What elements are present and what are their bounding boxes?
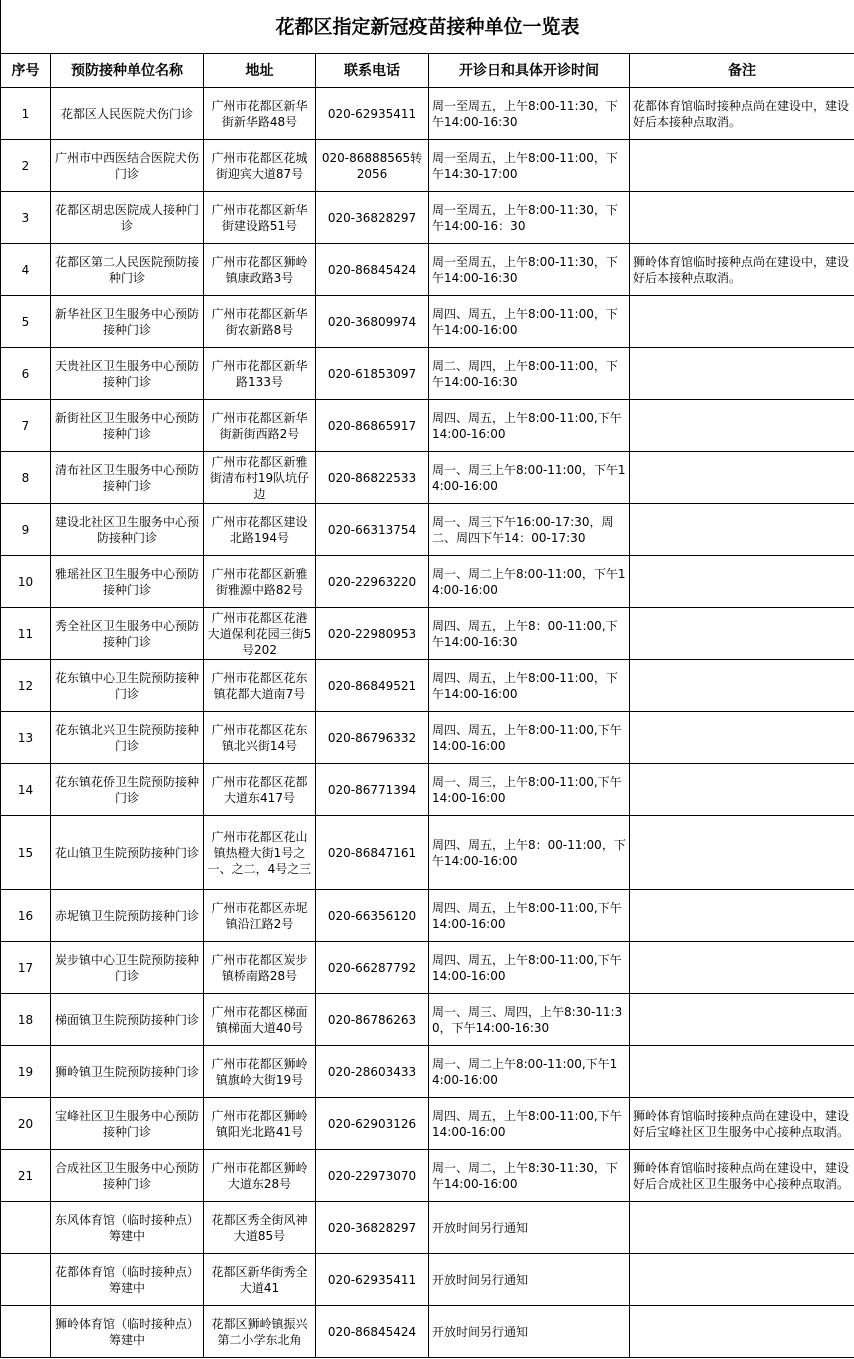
cell-phone: 020-22963220 <box>316 556 429 608</box>
cell-index: 15 <box>1 816 51 890</box>
cell-address: 广州市花都区梯面镇梯面大道40号 <box>204 994 316 1046</box>
table-row <box>1 192 854 244</box>
cell-unit-name: 梯面镇卫生院预防接种门诊 <box>51 994 204 1046</box>
cell-phone: 020-66313754 <box>316 504 429 556</box>
cell-hours: 开放时间另行通知 <box>429 1254 630 1306</box>
cell-hours: 周四、周五，上午8：00-11:00,下午14:00-16:30 <box>429 608 630 660</box>
table-row <box>1 942 854 994</box>
table-row <box>1 244 854 296</box>
cell-address: 花都区狮岭镇振兴第二小学东北角 <box>204 1306 316 1358</box>
cell-index: 5 <box>1 296 51 348</box>
cell-remarks <box>630 296 854 348</box>
cell-index: 16 <box>1 890 51 942</box>
cell-remarks <box>630 504 854 556</box>
cell-unit-name: 花都区人民医院犬伤门诊 <box>51 88 204 140</box>
cell-phone: 020-61853097 <box>316 348 429 400</box>
cell-index <box>1 1202 51 1254</box>
cell-hours: 周四、周五，上午8:00-11:00，下午14:00-16:00 <box>429 296 630 348</box>
table-title: 花都区指定新冠疫苗接种单位一览表 <box>1 0 854 54</box>
cell-hours: 周二、周四，上午8:00-11:00，下午14:00-16:30 <box>429 348 630 400</box>
cell-unit-name: 东风体育馆（临时接种点）筹建中 <box>51 1202 204 1254</box>
cell-index: 17 <box>1 942 51 994</box>
cell-unit-name: 雅瑶社区卫生服务中心预防接种门诊 <box>51 556 204 608</box>
table-row <box>1 1150 854 1202</box>
cell-hours: 周一、周二上午8:00-11:00,下午14:00-16:00 <box>429 1046 630 1098</box>
cell-hours: 周一至周五，上午8:00-11:30，下午14:00-16:30 <box>429 244 630 296</box>
cell-phone: 020-36809974 <box>316 296 429 348</box>
cell-phone: 020-86822533 <box>316 452 429 504</box>
cell-phone: 020-66356120 <box>316 890 429 942</box>
table-row <box>1 400 854 452</box>
cell-phone: 020-62935411 <box>316 1254 429 1306</box>
cell-address: 广州市花都区新雅街雅源中路82号 <box>204 556 316 608</box>
cell-index: 9 <box>1 504 51 556</box>
cell-remarks <box>630 608 854 660</box>
cell-index: 14 <box>1 764 51 816</box>
cell-hours: 周四、周五，上午8:00-11:00,下午14:00-16:00 <box>429 400 630 452</box>
cell-phone: 020-66287792 <box>316 942 429 994</box>
cell-remarks <box>630 192 854 244</box>
cell-hours: 周四、周五，上午8：00-11:00，下午14:00-16:00 <box>429 816 630 890</box>
table-row <box>1 1254 854 1306</box>
cell-remarks <box>630 1202 854 1254</box>
table-row <box>1 608 854 660</box>
cell-phone: 020-86845424 <box>316 1306 429 1358</box>
header-unit-name: 预防接种单位名称 <box>51 54 204 88</box>
cell-hours: 开放时间另行通知 <box>429 1202 630 1254</box>
cell-unit-name: 宝峰社区卫生服务中心预防接种门诊 <box>51 1098 204 1150</box>
cell-phone: 020-86849521 <box>316 660 429 712</box>
cell-unit-name: 花都体育馆（临时接种点）筹建中 <box>51 1254 204 1306</box>
cell-hours: 周四、周五，上午8:00-11:00，下午14:00-16:00 <box>429 660 630 712</box>
table-row <box>1 452 854 504</box>
cell-index: 1 <box>1 88 51 140</box>
cell-address: 广州市花都区狮岭镇旗岭大街19号 <box>204 1046 316 1098</box>
table-row <box>1 88 854 140</box>
header-hours: 开诊日和具体开诊时间 <box>429 54 630 88</box>
cell-address: 广州市花都区新华街新华路48号 <box>204 88 316 140</box>
cell-index: 21 <box>1 1150 51 1202</box>
header-phone: 联系电话 <box>316 54 429 88</box>
header-remarks: 备注 <box>630 54 854 88</box>
cell-unit-name: 炭步镇中心卫生院预防接种门诊 <box>51 942 204 994</box>
cell-hours: 周一至周五，上午8:00-11:30，下午14:00-16:30 <box>429 88 630 140</box>
cell-remarks <box>630 942 854 994</box>
cell-address: 广州市花都区花港大道保利花园三街5号202 <box>204 608 316 660</box>
cell-remarks: 狮岭体育馆临时接种点尚在建设中，建设好后合成社区卫生服务中心接种点取消。 <box>630 1150 854 1202</box>
cell-index: 8 <box>1 452 51 504</box>
cell-address: 广州市花都区新雅街清布村19队坑仔边 <box>204 452 316 504</box>
table-row <box>1 556 854 608</box>
cell-phone: 020-86796332 <box>316 712 429 764</box>
cell-hours: 周一、周三下午16:00-17:30，周二、周四下午14：00-17:30 <box>429 504 630 556</box>
cell-phone: 020-62935411 <box>316 88 429 140</box>
cell-unit-name: 新华社区卫生服务中心预防接种门诊 <box>51 296 204 348</box>
cell-unit-name: 狮岭体育馆（临时接种点）筹建中 <box>51 1306 204 1358</box>
cell-hours: 周四、周五，上午8:00-11:00,下午14:00-16:00 <box>429 942 630 994</box>
cell-phone: 020-86865917 <box>316 400 429 452</box>
cell-address: 广州市花都区花都大道东417号 <box>204 764 316 816</box>
cell-index: 3 <box>1 192 51 244</box>
cell-address: 广州市花都区花城街迎宾大道87号 <box>204 140 316 192</box>
header-address: 地址 <box>204 54 316 88</box>
cell-index: 6 <box>1 348 51 400</box>
cell-address: 广州市花都区狮岭镇阳光北路41号 <box>204 1098 316 1150</box>
cell-remarks <box>630 712 854 764</box>
cell-unit-name: 广州市中西医结合医院犬伤门诊 <box>51 140 204 192</box>
cell-index: 12 <box>1 660 51 712</box>
cell-hours: 周四、周五，上午8:00-11:00,下午14:00-16:00 <box>429 890 630 942</box>
table-row <box>1 764 854 816</box>
table-row <box>1 1306 854 1358</box>
cell-hours: 周四、周五，上午8:00-11:00,下午14:00-16:00 <box>429 712 630 764</box>
cell-address: 广州市花都区狮岭大道东28号 <box>204 1150 316 1202</box>
table-row <box>1 140 854 192</box>
cell-address: 广州市花都区建设北路194号 <box>204 504 316 556</box>
cell-hours: 周一、周三，上午8:00-11:00,下午14:00-16:00 <box>429 764 630 816</box>
cell-unit-name: 花山镇卫生院预防接种门诊 <box>51 816 204 890</box>
table-row <box>1 504 854 556</box>
table-row <box>1 1098 854 1150</box>
cell-phone: 020-28603433 <box>316 1046 429 1098</box>
cell-address: 广州市花都区新华路133号 <box>204 348 316 400</box>
cell-index: 4 <box>1 244 51 296</box>
cell-phone: 020-22980953 <box>316 608 429 660</box>
cell-index: 2 <box>1 140 51 192</box>
table-row <box>1 816 854 890</box>
cell-hours: 开放时间另行通知 <box>429 1306 630 1358</box>
cell-remarks <box>630 890 854 942</box>
table-row <box>1 712 854 764</box>
cell-remarks <box>630 660 854 712</box>
cell-phone: 020-86771394 <box>316 764 429 816</box>
header-row <box>1 54 854 88</box>
cell-index: 13 <box>1 712 51 764</box>
cell-address: 广州市花都区花东镇花都大道南7号 <box>204 660 316 712</box>
cell-unit-name: 清布社区卫生服务中心预防接种门诊 <box>51 452 204 504</box>
cell-hours: 周一、周三上午8:00-11:00，下午14:00-16:00 <box>429 452 630 504</box>
cell-address: 花都区秀全街风神大道85号 <box>204 1202 316 1254</box>
cell-remarks <box>630 1306 854 1358</box>
cell-index: 11 <box>1 608 51 660</box>
cell-phone: 020-86845424 <box>316 244 429 296</box>
cell-remarks: 狮岭体育馆临时接种点尚在建设中，建设好后宝峰社区卫生服务中心接种点取消。 <box>630 1098 854 1150</box>
cell-unit-name: 狮岭镇卫生院预防接种门诊 <box>51 1046 204 1098</box>
cell-remarks <box>630 1046 854 1098</box>
table-row <box>1 1046 854 1098</box>
cell-remarks <box>630 348 854 400</box>
cell-unit-name: 建设北社区卫生服务中心预防接种门诊 <box>51 504 204 556</box>
cell-phone: 020-22973070 <box>316 1150 429 1202</box>
cell-index <box>1 1306 51 1358</box>
cell-address: 广州市花都区花山镇热橙大街1号之一、之二，4号之三 <box>204 816 316 890</box>
cell-remarks <box>630 452 854 504</box>
cell-address: 广州市花都区新华街新街西路2号 <box>204 400 316 452</box>
cell-remarks: 花都体育馆临时接种点尚在建设中，建设好后本接种点取消。 <box>630 88 854 140</box>
cell-remarks <box>630 816 854 890</box>
cell-hours: 周一、周二，上午8:30-11:30，下午14:00-16:00 <box>429 1150 630 1202</box>
cell-unit-name: 合成社区卫生服务中心预防接种门诊 <box>51 1150 204 1202</box>
cell-index: 20 <box>1 1098 51 1150</box>
cell-index: 7 <box>1 400 51 452</box>
cell-hours: 周四、周五，上午8:00-11:00,下午14:00-16:00 <box>429 1098 630 1150</box>
cell-phone: 020-86888565转2056 <box>316 140 429 192</box>
cell-index <box>1 1254 51 1306</box>
cell-unit-name: 赤坭镇卫生院预防接种门诊 <box>51 890 204 942</box>
cell-phone: 020-86786263 <box>316 994 429 1046</box>
table-row <box>1 660 854 712</box>
cell-unit-name: 花东镇花侨卫生院预防接种门诊 <box>51 764 204 816</box>
table-row <box>1 296 854 348</box>
cell-phone: 020-36828297 <box>316 192 429 244</box>
cell-unit-name: 秀全社区卫生服务中心预防接种门诊 <box>51 608 204 660</box>
table-row <box>1 890 854 942</box>
table-row <box>1 348 854 400</box>
cell-address: 广州市花都区炭步镇桥南路28号 <box>204 942 316 994</box>
cell-unit-name: 天贵社区卫生服务中心预防接种门诊 <box>51 348 204 400</box>
cell-address: 广州市花都区花东镇北兴街14号 <box>204 712 316 764</box>
cell-remarks: 狮岭体育馆临时接种点尚在建设中，建设好后本接种点取消。 <box>630 244 854 296</box>
cell-phone: 020-86847161 <box>316 816 429 890</box>
cell-address: 广州市花都区狮岭镇康政路3号 <box>204 244 316 296</box>
cell-remarks <box>630 764 854 816</box>
cell-address: 广州市花都区新华街农新路8号 <box>204 296 316 348</box>
cell-index: 19 <box>1 1046 51 1098</box>
header-index: 序号 <box>1 54 51 88</box>
cell-remarks <box>630 556 854 608</box>
cell-hours: 周一、周二上午8:00-11:00，下午14:00-16:00 <box>429 556 630 608</box>
cell-unit-name: 花都区胡忠医院成人接种门诊 <box>51 192 204 244</box>
cell-unit-name: 花东镇北兴卫生院预防接种门诊 <box>51 712 204 764</box>
cell-index: 10 <box>1 556 51 608</box>
table-row <box>1 994 854 1046</box>
cell-address: 广州市花都区赤坭镇沿江路2号 <box>204 890 316 942</box>
cell-remarks <box>630 400 854 452</box>
cell-remarks <box>630 1254 854 1306</box>
cell-remarks <box>630 994 854 1046</box>
cell-unit-name: 新街社区卫生服务中心预防接种门诊 <box>51 400 204 452</box>
cell-hours: 周一至周五，上午8:00-11:30，下午14:00-16：30 <box>429 192 630 244</box>
cell-unit-name: 花都区第二人民医院预防接种门诊 <box>51 244 204 296</box>
cell-remarks <box>630 140 854 192</box>
cell-index: 18 <box>1 994 51 1046</box>
cell-unit-name: 花东镇中心卫生院预防接种门诊 <box>51 660 204 712</box>
cell-address: 广州市花都区新华街建设路51号 <box>204 192 316 244</box>
table-row <box>1 1202 854 1254</box>
cell-phone: 020-36828297 <box>316 1202 429 1254</box>
cell-phone: 020-62903126 <box>316 1098 429 1150</box>
cell-hours: 周一、周三、周四，上午8:30-11:30，下午14:00-16:30 <box>429 994 630 1046</box>
cell-hours: 周一至周五，上午8:00-11:00，下午14:30-17:00 <box>429 140 630 192</box>
cell-address: 花都区新华街秀全大道41 <box>204 1254 316 1306</box>
